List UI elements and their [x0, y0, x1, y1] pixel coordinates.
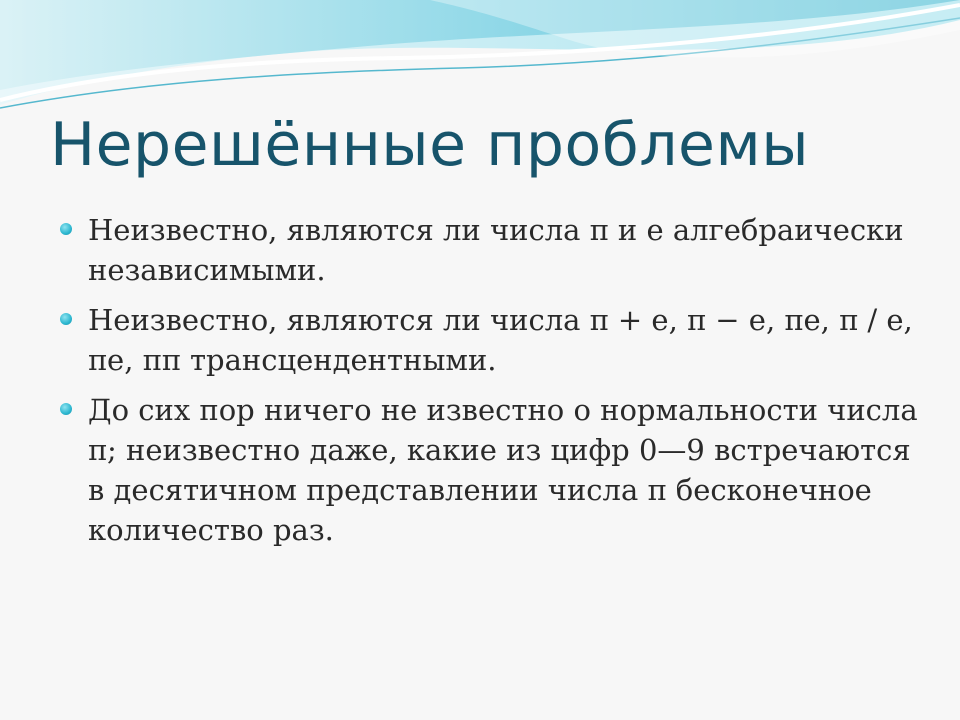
slide-title: Нерешённые проблемы [50, 110, 810, 180]
bullet-text: Неизвестно, являются ли числа π + e, π − e, πe, π / e, πe, ππ трансцендентными. [88, 303, 913, 377]
bullet-text: Неизвестно, являются ли числа π и e алгебраически независимыми. [88, 213, 904, 287]
bullet-text: До сих пор ничего не известно о нормальности числа π; неизвестно даже, какие из цифр 0—9 встречаются в десятичном представлении числа π бесконечное количество раз. [88, 393, 918, 547]
bullet-dot-icon [60, 403, 72, 415]
bullet-list [60, 210, 920, 560]
bullet-item [60, 300, 920, 380]
header-wave-decoration [0, 0, 960, 120]
bullet-dot-icon [60, 313, 72, 325]
bullet-item [60, 390, 920, 550]
bullet-item [60, 210, 920, 290]
bullet-dot-icon [60, 223, 72, 235]
